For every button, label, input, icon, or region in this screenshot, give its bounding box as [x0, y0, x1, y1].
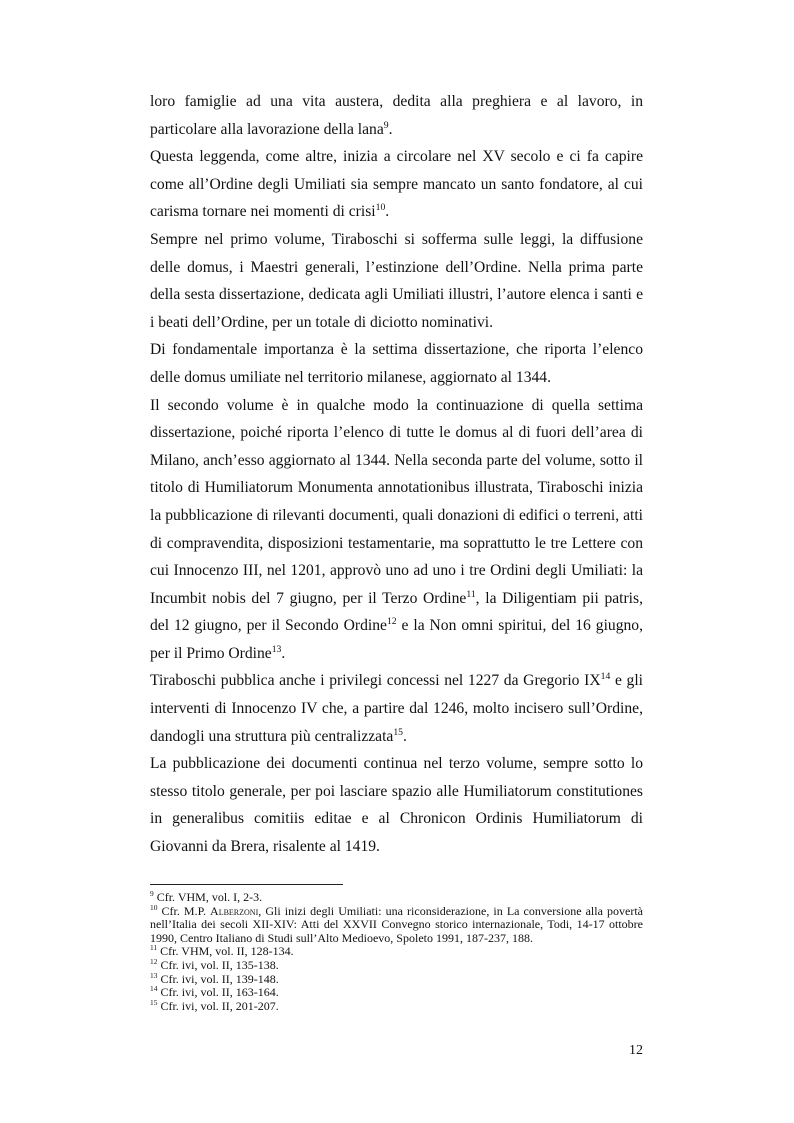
- paragraph-1: [150, 88, 643, 143]
- footnote-ref: 11: [466, 588, 476, 600]
- paragraph-text: Il secondo volume è in qualche modo la continuazione di quella settima dissertazione, poiché riporta l’elenco di tutte le domus al di fuori dell’area di Milano, anch’esso aggiornato al 1344. Nella seconda parte del volume, sotto il titolo di Humiliatorum Monumenta annotationibus illustrata, Tiraboschi inizia la pubblicazione di rilevanti documenti, quali donazioni di edifici o terreni, atti di compravendita, disposizioni testamentarie, ma soprattutto le tre Lettere con cui Innocenzo III, nel 1201, approvò uno ad uno i tre Ordini degli Umiliati: la Incumbit nobis del 7 giugno, per il Terzo Ordine: [150, 396, 643, 607]
- footnote-ref: 15: [393, 726, 403, 738]
- footnote-ref: 10: [375, 202, 386, 214]
- footnotes: [150, 891, 643, 1013]
- paragraph-text: loro famiglie ad una vita austera, dedita alla preghiera e al lavoro, in particolare alla lavorazione della lana: [150, 93, 643, 138]
- footnote-number: 12: [150, 956, 158, 966]
- footnote: [150, 986, 643, 1000]
- paragraph-7: La pubblicazione dei documenti continua nel terzo volume, sempre sotto lo stesso titolo generale, per poi lasciare spazio alle Humiliatorum constitutiones in generalibus comitiis editae e al Chronicon Ordinis Humiliatorum di Giovanni da Brera, risalente al 1419.: [150, 755, 643, 856]
- footnote-number: 11: [150, 943, 158, 953]
- footnote-text: Cfr. VHM, vol. II, 128-134.: [160, 944, 294, 959]
- footnote-ref: 9: [383, 119, 389, 131]
- footnote-ref: 13: [271, 643, 282, 655]
- footnote-text: , Gli inizi degli Umiliati: una riconsiderazione, in La conversione alla povertà nell’Italia dei secoli XII-XIV: Atti del XXVII Convegno storico internazionale, Todi, 14-17 ottobre 1990, Centro Italiano di Studi sull’Alto Medioevo, Spoleto 1991, 187-237, 188.: [150, 903, 643, 945]
- paragraph-6: [150, 667, 643, 750]
- paragraph-text: e gli interventi di Innocenzo IV che, a partire dal 1246, molto incisero sull’Ordine, dandogli una struttura più centralizzata: [150, 672, 643, 745]
- footnote-number: 15: [150, 997, 158, 1007]
- footnote: [150, 997, 643, 1014]
- footnote: [150, 902, 643, 946]
- paragraph-text: e la Non omni spiritui, del 16 giugno, per il Primo Ordine: [150, 617, 643, 662]
- page-number: 12: [629, 1043, 643, 1058]
- paragraph-text: .: [281, 644, 286, 662]
- paragraph-text: , la Diligentiam pii patris, del 12 giugno, per il Secondo Ordine: [150, 589, 643, 635]
- footnote-number: 14: [150, 984, 158, 994]
- footnote-text: Cfr. M.P.: [161, 903, 206, 918]
- footnote-text: Cfr. ivi, vol. II, 135-138.: [160, 957, 279, 972]
- paragraph-text: .: [403, 727, 407, 745]
- footnote-number: 9: [150, 889, 154, 898]
- paragraph-5: [150, 392, 643, 668]
- paragraph-4: Di fondamentale importanza è la settima dissertazione, che riporta l’elenco delle domus umiliate nel territorio milanese, aggiornato al 1344.: [150, 341, 643, 386]
- footnote-text: Cfr. VHM, vol. I, 2-3.: [156, 890, 263, 904]
- paragraph-text: .: [388, 120, 393, 138]
- footnote: [150, 956, 643, 973]
- body-text: [150, 88, 643, 861]
- footnote: [150, 945, 643, 959]
- footnote-ref: 12: [386, 616, 397, 628]
- footnote-text: Cfr. ivi, vol. II, 201-207.: [160, 998, 279, 1013]
- footnote-author: Alberzoni: [210, 903, 259, 918]
- footnote-text: Cfr. ivi, vol. II, 139-148.: [160, 971, 279, 986]
- paragraph-text: Questa leggenda, come altre, inizia a circolare nel XV secolo e ci fa capire come all’Ordine degli Umiliati sia sempre mancato un santo fondatore, al cui carisma tornare nei momenti di crisi: [150, 148, 643, 221]
- footnote-text: Cfr. ivi, vol. II, 163-164.: [160, 985, 279, 1000]
- footnote: [150, 891, 643, 905]
- footnote-number: 10: [150, 902, 158, 912]
- footnote-separator: [150, 884, 343, 885]
- paragraph-2: [150, 143, 643, 226]
- footnote-ref: 14: [600, 671, 611, 683]
- paragraph-text: Tiraboschi pubblica anche i privilegi concessi nel 1227 da Gregorio IX: [150, 672, 601, 690]
- paragraph-text: .: [385, 203, 390, 221]
- footnote-number: 13: [150, 970, 158, 980]
- paragraph-3: Sempre nel primo volume, Tiraboschi si sofferma sulle leggi, la diffusione delle domus, i Maestri generali, l’estinzione dell’Ordine. Nella prima parte della sesta dissertazione, dedicata agli Umiliati illustri, l’autore elenca i santi e i beati dell’Ordine, per un totale di diciotto nominativi.: [150, 230, 643, 331]
